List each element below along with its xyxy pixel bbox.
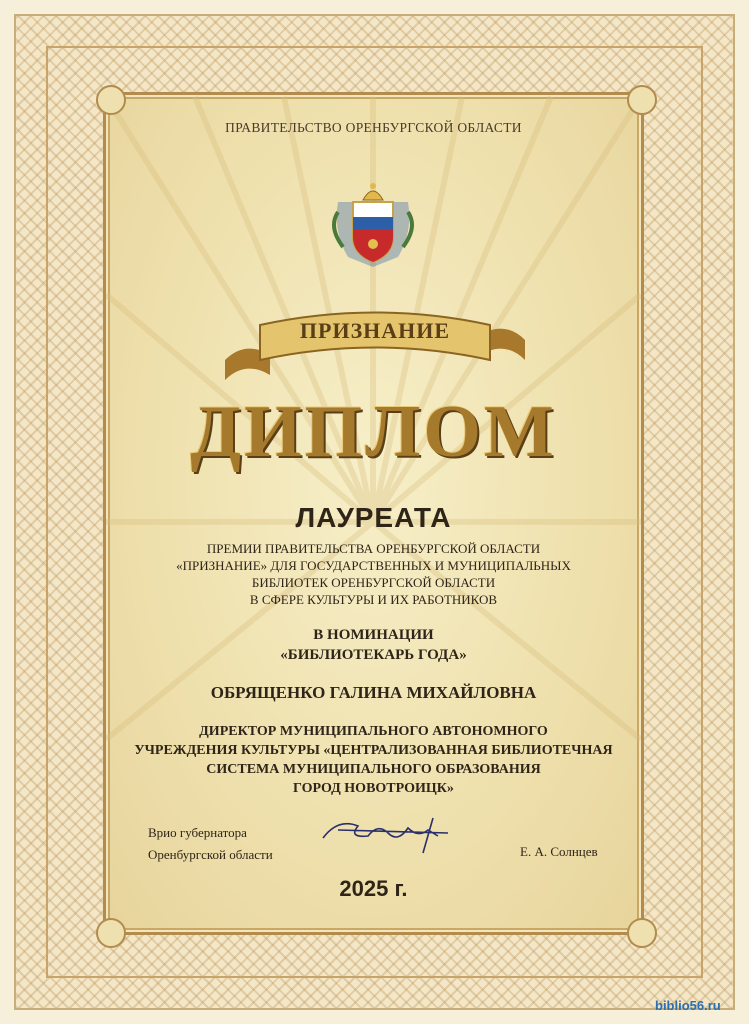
signatory-name: Е. А. Солнцев <box>520 844 598 859</box>
position-line: УЧРЕЖДЕНИЯ КУЛЬТУРЫ «ЦЕНТРАЛИЗОВАННАЯ БИБЛИОТЕЧНАЯ <box>134 743 613 758</box>
ribbon-banner <box>215 300 535 390</box>
description-line: В СФЕРЕ КУЛЬТУРЫ И ИХ РАБОТНИКОВ <box>249 592 498 607</box>
coat-of-arms-icon <box>328 172 418 272</box>
diploma-title: ДИПЛОМ <box>190 391 557 473</box>
position-line: ГОРОД НОВОТРОИЦК» <box>293 781 454 796</box>
corner-ornament <box>96 85 126 115</box>
description-line: «ПРИЗНАНИЕ» ДЛЯ ГОСУДАРСТВЕННЫХ И МУНИЦИПАЛЬНЫХ <box>176 558 571 573</box>
position-line: СИСТЕМА МУНИЦИПАЛЬНОГО ОБРАЗОВАНИЯ <box>206 762 541 777</box>
ribbon-label: ПРИЗНАНИЕ <box>299 318 451 343</box>
description-line: БИБЛИОТЕК ОРЕНБУРГСКОЙ ОБЛАСТИ <box>251 575 496 590</box>
source-watermark: biblio56.ru <box>655 998 721 1013</box>
laureate-subtitle: ЛАУРЕАТА <box>295 502 452 533</box>
recipient-name: ОБРЯЩЕНКО ГАЛИНА МИХАЙЛОВНА <box>210 683 537 702</box>
signatory-title-line: Врио губернатора <box>148 825 247 840</box>
corner-ornament <box>627 918 657 948</box>
diploma-year: 2025 г. <box>339 876 408 901</box>
signatory-title <box>148 822 273 866</box>
award-description <box>103 540 644 608</box>
nomination <box>103 625 644 665</box>
nomination-label: В НОМИНАЦИИ <box>313 627 434 643</box>
description-line: ПРЕМИИ ПРАВИТЕЛЬСТВА ОРЕНБУРГСКОЙ ОБЛАСТИ <box>206 541 541 556</box>
nomination-name: «БИБЛИОТЕКАРЬ ГОДА» <box>280 647 467 663</box>
government-header: ПРАВИТЕЛЬСТВО ОРЕНБУРГСКОЙ ОБЛАСТИ <box>225 120 522 135</box>
handwritten-signature <box>318 808 468 858</box>
signatory-title-line: Оренбургской области <box>148 847 273 862</box>
corner-ornament <box>627 85 657 115</box>
position-line: ДИРЕКТОР МУНИЦИПАЛЬНОГО АВТОНОМНОГО <box>199 724 548 739</box>
corner-ornament <box>96 918 126 948</box>
recipient-position <box>103 722 644 798</box>
